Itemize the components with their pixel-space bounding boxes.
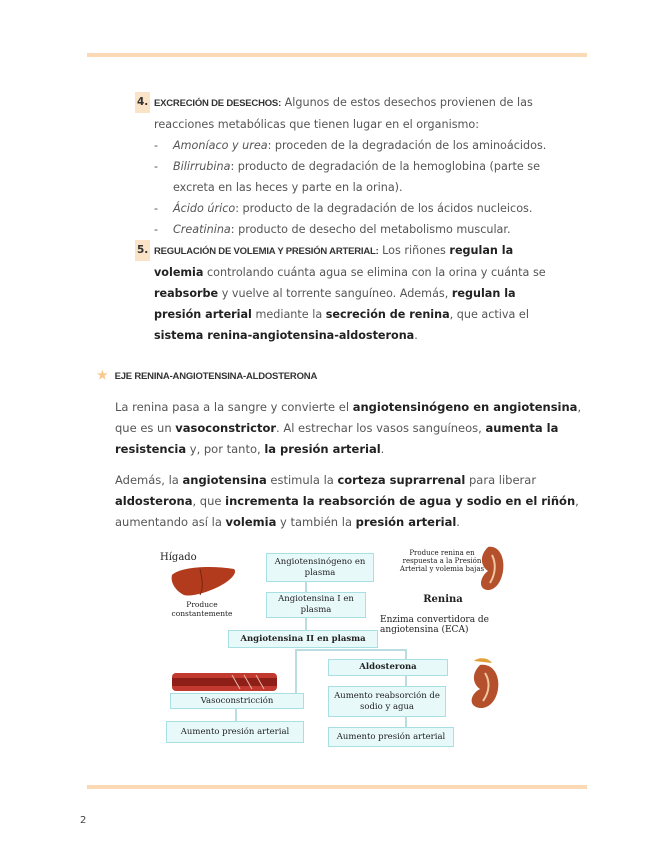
liver-label: Hígado [160,552,197,563]
liver-icon [170,565,238,599]
produce-label: Produce constantemente [171,600,233,618]
list-item-5: 5. REGULACIÓN DE VOLEMIA Y PRESIÓN ARTERIAL: Los riñones regulan la volemia controlando cuánta agua se elimina con la orina y cuánta se reabsorbe y vuelve al torrente sanguíneo. Además, regulan la presión arterial mediante la secreción de renina, que activa el sistema renina-angiotensina-aldosterona. [135,240,555,346]
reabsorption-box: Aumento reabsorción de sodio y agua [328,686,446,717]
adrenal-kidney-icon [468,657,500,711]
star-icon: ★ [97,368,108,382]
list-number: 5. [135,240,150,261]
numbered-list [135,92,555,346]
sub-item: - Creatinina: producto de desecho del metabolismo muscular. [154,223,511,236]
renin-note: Produce renina en respuesta a la Presión Arterial y volemia bajas [399,549,485,573]
list-number: 4. [135,92,150,113]
sub-item: - Amoníaco y urea: proceden de la degradación de los aminoácidos. [154,139,547,152]
vasoconstriction-box: Vasoconstricción [170,693,304,709]
section-heading [97,368,317,382]
sub-term: Ácido úrico [173,202,236,215]
ace-label: Enzima convertidora de angiotensina (ECA) [380,615,490,635]
bottom-rule [87,785,587,789]
pressure-left-box: Aumento presión arterial [166,721,304,743]
angiotensin-1-box: Angiotensina I en plasma [266,592,366,618]
sub-item: - Bilirrubina: producto de degradación de la hemoglobina (parte se excreta en las heces y parte en la orina). [154,160,540,194]
section-title: EJE RENINA-ANGIOTENSINA-ALDOSTERONA [114,371,318,382]
page-number: 2 [80,815,87,826]
sub-term: Amoníaco y urea [173,139,268,152]
paragraph-1: La renina pasa a la sangre y convierte el angiotensinógeno en angiotensina, que es un vasoconstrictor. Al estrechar los vasos sanguíneos, aumenta la resistencia y, por tanto, la presión arterial. [115,400,582,456]
top-rule [87,53,587,57]
connector [305,582,307,592]
item-text: Algunos de estos desechos provienen de las reacciones metabólicas que tienen lugar en el organismo: [154,96,533,131]
list-item-4 [135,92,555,135]
kidney-icon [478,545,505,593]
aldosterone-box: Aldosterona [328,659,448,676]
connector [405,717,407,727]
connector [405,649,407,659]
sub-term: Bilirrubina [173,160,231,173]
sub-term: Creatinina [173,223,231,236]
renin-label: Renina [423,594,463,605]
connector [305,618,307,630]
pressure-right-box: Aumento presión arterial [328,727,454,747]
raas-diagram [160,545,505,750]
connector [295,649,297,693]
sub-item: - Ácido úrico: producto de la degradación de los ácidos nucleicos. [154,202,533,215]
paragraph-2: Además, la angiotensina estimula la corteza suprarrenal para liberar aldosterona, que incrementa la reabsorción de agua y sodio en el riñón, aumentando así la volemia y también la presión arterial. [115,473,579,529]
angiotensinogen-box: Angiotensinógeno en plasma [266,553,374,582]
connector [405,676,407,686]
connector [295,649,405,651]
blood-vessel-icon [172,671,277,693]
item-heading: REGULACIÓN DE VOLEMIA Y PRESIÓN ARTERIAL: [154,246,379,257]
item-heading: EXCRECIÓN DE DESECHOS: [154,98,282,109]
angiotensin-2-box: Angiotensina II en plasma [228,630,378,648]
connector [235,709,237,721]
